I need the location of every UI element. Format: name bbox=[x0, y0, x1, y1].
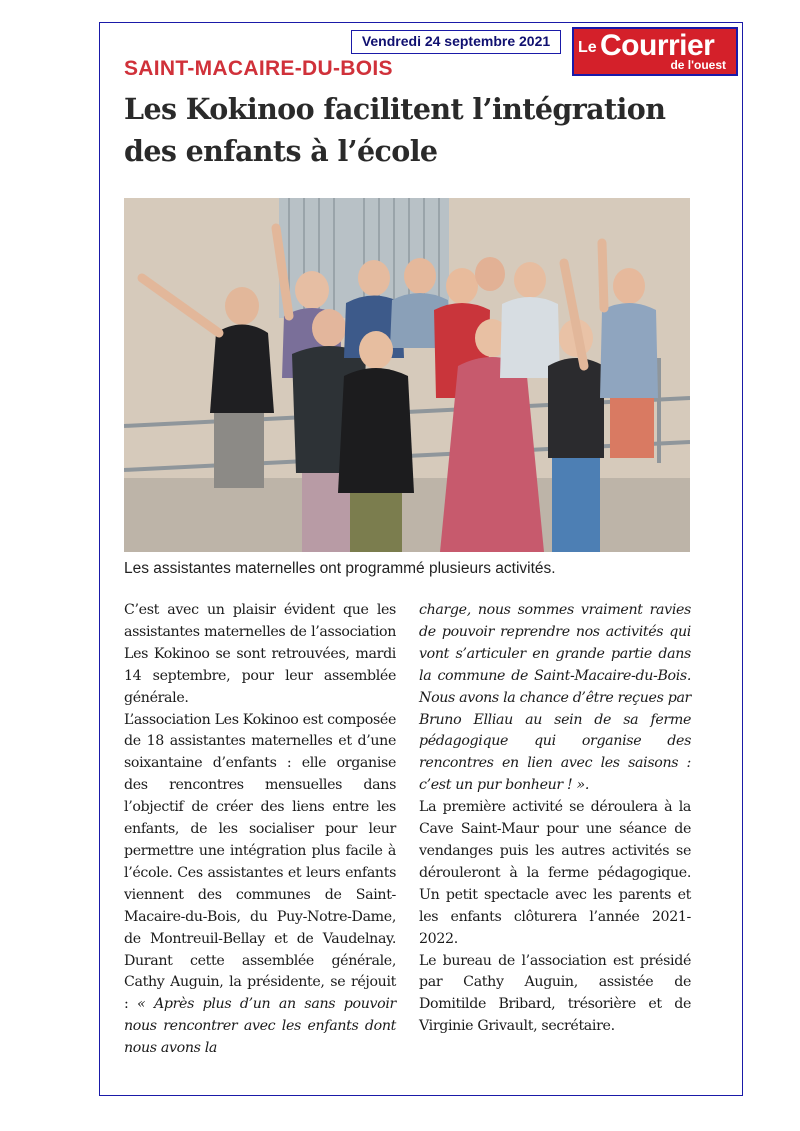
group-photo-illustration bbox=[124, 198, 690, 552]
headline bbox=[124, 88, 684, 172]
logo-ouest: de l'ouest bbox=[670, 58, 726, 72]
headline-line-1: Les Kokinoo facilitent l’intégration bbox=[124, 92, 666, 126]
publication-date: Vendredi 24 septembre 2021 bbox=[351, 30, 561, 54]
paragraph-text: L’association Les Kokinoo est composée de 18 assistantes maternelles et d’une soixantaine d’enfants : elle organise des rencontres mensuelles dans l’objectif de créer des liens entre les enfants, de les socialiser pour leur permettre une intégration plus facile à l’école. Ces assistantes et leurs enfants viennent des communes de Saint-Macaire-du-Bois, du Puy-Notre-Dame, de Montreuil-Bellay et de Vaudelnay. Durant cette assemblée générale, Cathy Auguin, la présidente, se réjouit : bbox=[124, 711, 396, 1013]
paragraph: C’est avec un plaisir évident que les assistantes maternelles de l’association Les Kokinoo se sont retrouvées, mardi 14 septembre, pour leur assemblée générale. bbox=[124, 602, 396, 706]
paragraph bbox=[124, 710, 396, 1061]
headline-line-2: des enfants à l’école bbox=[124, 134, 438, 168]
logo-courrier: Courrier bbox=[600, 29, 715, 62]
article-column-left bbox=[124, 600, 396, 1060]
quote-continuation: charge, nous sommes vraiment ravies de pouvoir reprendre nos activités qui vont s’articuler en grande partie dans la commune de Saint-Macaire-du-Bois. Nous avons la chance d’être reçues par Bruno Elliau au sein de sa ferme pédagogique qui organise des rencontres en lien avec les saisons : c’est un pur bonheur ! ». bbox=[419, 602, 691, 794]
quote-start: « Après plus d’un an sans pouvoir nous rencontrer avec les enfants dont nous avons la bbox=[124, 996, 396, 1057]
article-column-right bbox=[419, 600, 691, 1038]
locality-kicker: SAINT-MACAIRE-DU-BOIS bbox=[124, 57, 393, 80]
logo-le: Le bbox=[578, 39, 597, 56]
paragraph: La première activité se déroulera à la Cave Saint-Maur pour une séance de vendanges puis les autres activités se dérouleront à la ferme pédagogique. Un petit spectacle avec les parents et les enfants clôturera l’année 2021-2022. bbox=[419, 799, 691, 947]
photo-caption: Les assistantes maternelles ont programmé plusieurs activités. bbox=[124, 560, 556, 577]
paragraph: Le bureau de l’association est présidé par Cathy Auguin, assistée de Domitilde Bribard, trésorière et de Virginie Grivault, secrétaire. bbox=[419, 952, 691, 1035]
group-photo bbox=[124, 198, 690, 552]
newspaper-logo bbox=[572, 27, 738, 76]
